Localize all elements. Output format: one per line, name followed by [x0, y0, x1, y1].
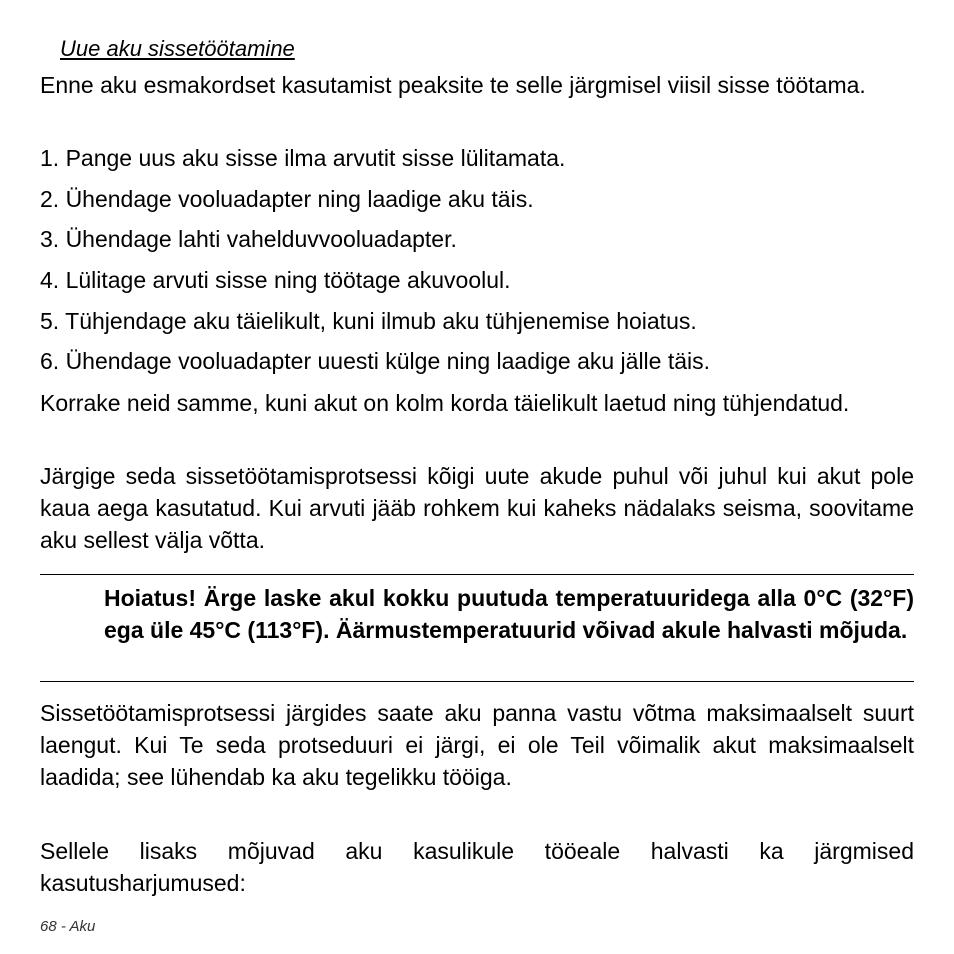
list-item: 3. Ühendage lahti vahelduvvooluadapter.	[40, 226, 457, 252]
list-item: 4. Lülitage arvuti sisse ning töötage akuvoolul.	[40, 267, 511, 293]
intro-paragraph: Enne aku esmakordset kasutamist peaksite te selle järgmisel viisil sisse töötama.	[40, 72, 866, 98]
warning-callout: Hoiatus! Ärge laske akul kokku puutuda temperatuuridega alla 0°C (32°F) ega üle 45°C (113°F). Äärmustemperatuurid võivad akule halvasti mõjuda.	[104, 585, 914, 643]
warning-top-rule	[40, 574, 914, 575]
warning-bottom-rule	[40, 681, 914, 682]
habits-paragraph: Sellele lisaks mõjuvad aku kasulikule tööeale halvasti ka järgmised kasutusharjumused:	[40, 838, 914, 896]
list-item: 1. Pange uus aku sisse ilma arvutit sisse lülitamata.	[40, 145, 566, 171]
list-item: 2. Ühendage vooluadapter ning laadige aku täis.	[40, 186, 534, 212]
capacity-paragraph: Sissetöötamisprotsessi järgides saate aku panna vastu võtma maksimaalselt suurt laengut. Kui Te seda protseduuri ei järgi, ei ole Teil võimalik akut maksimaalselt laadida; see lühendab ka aku tegelikku tööiga.	[40, 700, 914, 790]
page-footer: 68 - Aku	[40, 918, 96, 935]
list-item: 5. Tühjendage aku täielikult, kuni ilmub aku tühjenemise hoiatus.	[40, 308, 697, 334]
repeat-paragraph: Korrake neid samme, kuni akut on kolm korda täielikult laetud ning tühjendatud.	[40, 390, 850, 416]
list-item: 6. Ühendage vooluadapter uuesti külge ning laadige aku jälle täis.	[40, 348, 711, 374]
process-paragraph: Järgige seda sissetöötamisprotsessi kõigi uute akude puhul või juhul kui akut pole kaua aega kasutatud. Kui arvuti jääb rohkem kui kaheks nädalaks seisma, soovitame aku sellest välja võtta.	[40, 463, 914, 553]
section-heading: Uue aku sissetöötamine	[60, 36, 295, 61]
